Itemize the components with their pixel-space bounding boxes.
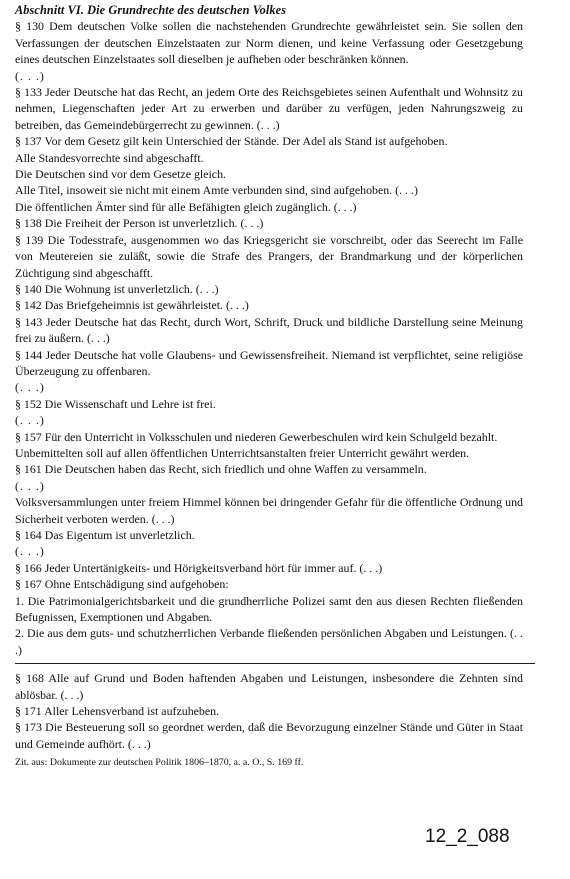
paragraph-142: § 142 Das Briefgeheimnis ist gewährleistet. (. . .) xyxy=(15,298,249,313)
paragraph-161-line-2: Volksversammlungen unter freiem Himmel können bei dringender Gefahr für die öffentliche Ordnung und Sicherheit verboten werden. (. . .) xyxy=(15,495,523,526)
paragraph-157: § 157 Für den Unterricht in Volksschulen und niederen Gewerbeschulen wird kein Schulgeld bezahlt. xyxy=(15,429,498,444)
paragraph-157-line-2: Unbemittelten soll auf allen öffentlichen Unterrichtsanstalten freier Unterricht gewährt werden. xyxy=(15,445,470,460)
omission-marker: (. . .) xyxy=(15,544,45,559)
omission-marker: (. . .) xyxy=(15,380,45,395)
paragraph-143: § 143 Jeder Deutsche hat das Recht, durch Wort, Schrift, Druck und bildliche Darstellung seine Meinung frei zu äußern. (. . .) xyxy=(15,314,523,346)
omission-marker: (. . .) xyxy=(15,68,45,83)
paragraph-137-line-2: Alle Standesvorrechte sind abgeschafft. xyxy=(15,150,204,165)
section-heading: Abschnitt VI. Die Grundrechte des deutschen Volkes xyxy=(15,3,287,17)
omission-marker: (. . .) xyxy=(15,478,45,493)
paragraph-139: § 139 Die Todesstrafe, ausgenommen wo das Kriegsgericht sie vorschreibt, oder das Seerecht im Falle von Meutereien sie zuläßt, sowie die Strafe des Prangers, der Brandmarkung und der körperlichen Züchtigung sind abgeschafft. xyxy=(15,232,523,280)
document-code: 12_2_088 xyxy=(425,826,510,847)
paragraph-168: § 168 Alle auf Grund und Boden haftenden Abgaben und Leistungen, insbesondere die Zehnten sind ablösbar. (. . .) xyxy=(15,671,523,702)
paragraph-137-line-5: Die öffentlichen Ämter sind für alle Befähigten gleich zugänglich. (. . .) xyxy=(15,199,357,214)
paragraph-166: § 166 Jeder Untertänigkeits- und Hörigkeitsverband hört für immer auf. (. . .) xyxy=(15,560,383,575)
omission-marker: (. . .) xyxy=(15,413,45,428)
paragraph-164: § 164 Das Eigentum ist unverletzlich. xyxy=(15,528,195,542)
paragraph-167: § 167 Ohne Entschädigung sind aufgehoben: xyxy=(15,577,229,592)
paragraph-167-item-1: 1. Die Patrimonialgerichtsbarkeit und die grundherrliche Polizei samt den aus diesen Rechten fließenden Befugnissen, Exemptionen und Abgaben. xyxy=(15,593,523,625)
document-text xyxy=(15,2,523,770)
paragraph-144: § 144 Jeder Deutsche hat volle Glaubens- und Gewissensfreiheit. Niemand ist verpflichtet, seine religiöse Überzeugung zu offenbaren. xyxy=(15,347,523,378)
paragraph-171: § 171 Aller Lehensverband ist aufzuheben. xyxy=(15,704,220,719)
paragraph-152: § 152 Die Wissenschaft und Lehre ist frei. xyxy=(15,396,216,411)
paragraph-167-item-2: 2. Die aus dem guts- und schutzherrlichen Verbande fließenden persönlichen Abgaben und Leistungen. (. . .) xyxy=(15,626,523,657)
paragraph-130: § 130 Dem deutschen Volke sollen die nachstehenden Grundrechte gewährleistet sein. Sie sollen den Verfassungen der deutschen Einzelstaaten zur Norm dienen, und keine Verfassung oder Gesetzgebung eines deutschen Einzelstaates soll dieselben je aufheben oder beschränken können. xyxy=(15,19,523,67)
paragraph-138: § 138 Die Freiheit der Person ist unverletzlich. (. . .) xyxy=(15,216,264,231)
paragraph-137-line-3: Die Deutschen sind vor dem Gesetze gleich. xyxy=(15,167,226,182)
paragraph-173: § 173 Die Besteuerung soll so geordnet werden, daß die Bevorzugung einzelner Stände und Güter in Staat und Gemeinde aufhört. (. . .) xyxy=(15,720,523,751)
paragraph-161: § 161 Die Deutschen haben das Recht, sich friedlich und ohne Waffen zu versammeln. xyxy=(15,462,427,477)
paragraph-137: § 137 Vor dem Gesetz gilt kein Unterschied der Stände. Der Adel als Stand ist aufgehoben. xyxy=(15,134,448,149)
section-divider xyxy=(15,663,535,664)
source-citation: Zit. aus: Dokumente zur deutschen Politik 1806–1870, a. a. O., S. 169 ff. xyxy=(15,757,304,769)
paragraph-140: § 140 Die Wohnung ist unverletzlich. (. . .) xyxy=(15,281,219,296)
paragraph-137-line-4: Alle Titel, insoweit sie nicht mit einem Amte verbunden sind, sind aufgehoben. (. . .) xyxy=(15,183,418,198)
paragraph-133: § 133 Jeder Deutsche hat das Recht, an jedem Orte des Reichsgebietes seinen Aufenthalt und Wohnsitz zu nehmen, Liegenschaften jeder Art zu erwerben und darüber zu verfügen, jeden Nahrungszweig zu betreiben, das Gemeindebürgerrecht zu gewinnen. (. . .) xyxy=(15,85,523,132)
